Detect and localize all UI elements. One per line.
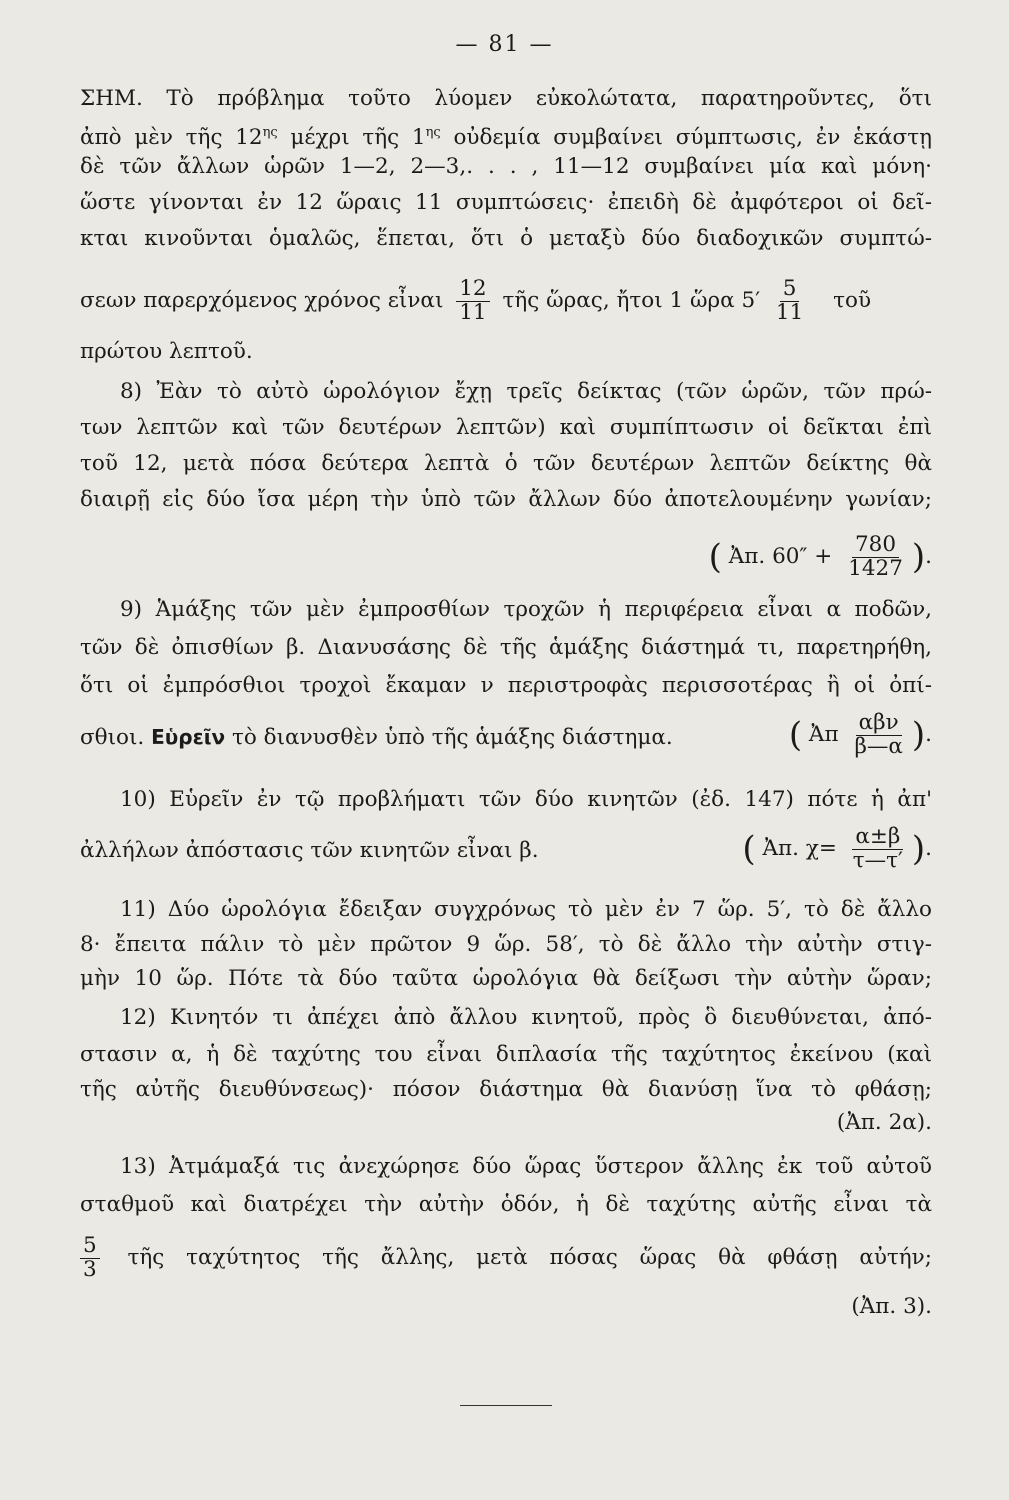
- paren-close: ): [911, 537, 926, 578]
- fraction-denominator: 3: [83, 1256, 97, 1282]
- problem-10-line: 10) Εὑρεῖν ἐν τῷ προβλήματι τῶν δύο κινητῶν (ἐδ. 147) πότε ἡ ἀπ': [120, 787, 932, 812]
- fraction-numerator: 12: [456, 278, 489, 302]
- answer-text: .: [925, 836, 932, 862]
- text-line: των λεπτῶν καὶ τῶν δευτέρων λεπτῶν) καὶ συμπίπτωσιν οἱ δεῖκται ἐπὶ: [80, 415, 932, 440]
- answer-9: [789, 712, 932, 758]
- text-fragment: τὸ διανυσθὲν ὑπὸ τῆς ἁμάξης διάστημα.: [232, 725, 673, 750]
- answer-text: Ἀπ. 60″ +: [728, 544, 833, 570]
- text-fragment: τῆς ὥρας, ἤτοι 1 ὥρα 5′: [502, 288, 761, 314]
- problem-12-line: 12) Κινητόν τι ἀπέχει ἀπὸ ἄλλου κινητοῦ, πρὸς ὃ διευθύνεται, ἀπό-: [120, 1005, 932, 1030]
- text-line: πρώτου λεπτοῦ.: [80, 339, 253, 364]
- ordinal-suffix: ης: [425, 125, 441, 140]
- answer-text: Ἀπ. χ=: [762, 836, 837, 862]
- paren-close: ): [911, 715, 926, 756]
- ordinal-suffix: ης: [262, 125, 278, 140]
- fraction: [850, 826, 906, 872]
- answer-12: (Ἀπ. 2α).: [836, 1110, 932, 1135]
- text-line: ὅτι οἱ ἐμπρόσθιοι τροχοὶ ἔκαμαν ν περιστροφὰς περισσοτέρας ἢ οἱ ὀπί-: [80, 673, 932, 698]
- fraction-numerator: α±β: [852, 826, 903, 850]
- text-fragment: οὐδεμία συμβαίνει σύμπτωσις, ἐν ἑκάστῃ: [440, 125, 932, 150]
- section-divider: [460, 1405, 552, 1406]
- text-line-with-fractions: [80, 278, 932, 324]
- problem-8-line: 8) Ἐὰν τὸ αὐτὸ ὡρολόγιον ἔχῃ τρεῖς δείκτας (τῶν ὡρῶν, τῶν πρώ-: [120, 379, 932, 404]
- text-line: μὴν 10 ὥρ. Πότε τὰ δύο ταῦτα ὡρολόγια θὰ δείξωσι τὴν αὐτὴν ὥραν;: [80, 966, 932, 991]
- text-line: [80, 118, 932, 153]
- text-line-with-answer: [80, 710, 932, 759]
- fraction: [773, 278, 806, 324]
- fraction-denominator: τ—τ′: [852, 847, 903, 873]
- answer-text: .: [925, 722, 932, 748]
- paren-open: (: [788, 715, 803, 756]
- text-line: σταθμοῦ καὶ διατρέχει τὴν αὐτὴν ὁδόν, ἡ δὲ ταχύτης αὐτῆς εἶναι τὰ: [80, 1192, 932, 1217]
- text-line: ΣΗΜ. Τὸ πρόβλημα τοῦτο λύομεν εὐκολώτατα, παρατηροῦντες, ὅτι: [80, 86, 932, 111]
- answer-13: (Ἀπ. 3).: [851, 1294, 932, 1319]
- paren-close: ): [911, 829, 926, 870]
- paren-open: (: [742, 829, 756, 870]
- text-line: δὲ τῶν ἄλλων ὡρῶν 1—2, 2—3,. . . , 11—12 συμβαίνει μία καὶ μόνη·: [80, 154, 932, 179]
- fraction-denominator: β—α: [854, 733, 903, 759]
- text-line: ὥστε γίνονται ἐν 12 ὥραις 11 συμπτώσεις· ἐπειδὴ δὲ ἀμφότεροι οἱ δεῖ-: [80, 190, 932, 215]
- text-fragment: ἀλλήλων ἀπόστασις τῶν κινητῶν εἶναι β.: [80, 838, 539, 863]
- answer-8: [80, 534, 932, 580]
- text-line: 8· ἔπειτα πάλιν τὸ μὲν πρῶτον 9 ὥρ. 58′, τὸ δὲ ἄλλο τὴν αὐτὴν στιγ-: [80, 932, 932, 957]
- text-fragment: ἀπὸ μὲν τῆς 12: [80, 125, 263, 150]
- text-line: κται κινοῦνται ὁμαλῶς, ἕπεται, ὅτι ὁ μεταξὺ δύο διαδοχικῶν συμπτώ-: [80, 226, 932, 251]
- fraction-denominator: 11: [459, 299, 487, 325]
- text-fragment: σεων παρερχόμενος χρόνος εἶναι: [80, 288, 444, 314]
- page-number: — 81 —: [455, 32, 554, 57]
- fraction-denominator: 11: [775, 299, 804, 325]
- problem-9-line: 9) Ἁμάξης τῶν μὲν ἐμπροσθίων τροχῶν ἡ περιφέρεια εἶναι α ποδῶν,: [120, 597, 932, 622]
- text-fragment: τοῦ: [833, 288, 872, 314]
- text-line: τῶν δὲ ὀπισθίων β. Διανυσάσης δὲ τῆς ἁμάξης διάστημά τι, παρετηρήθη,: [80, 635, 932, 660]
- fraction-numerator: 5: [80, 1235, 100, 1259]
- bold-text: Εὑρεῖν: [151, 725, 226, 749]
- answer-10: [742, 826, 932, 872]
- text-line: τῆς αὐτῆς διευθύνσεως)· πόσον διάστημα θὰ διανύσῃ ἵνα τὸ φθάσῃ;: [80, 1077, 932, 1102]
- fraction: [845, 534, 906, 580]
- fraction-numerator: αβν: [856, 712, 902, 736]
- paren-open: (: [708, 537, 722, 578]
- text-fragment: τῆς ταχύτητος τῆς ἄλλης, μετὰ πόσας ὥρας θὰ φθάσῃ αὐτήν;: [127, 1245, 932, 1271]
- text-fragment: σθιοι.: [80, 725, 145, 750]
- fraction: [851, 712, 905, 758]
- text-line: διαιρῇ εἰς δύο ἴσα μέρη τὴν ὑπὸ τῶν ἄλλων δύο ἀποτελουμένην γωνίαν;: [80, 487, 932, 512]
- answer-text: Ἀπ: [808, 722, 839, 748]
- problem-11-line: 11) Δύο ὡρολόγια ἔδειξαν συγχρόνως τὸ μὲν ἐν 7 ὥρ. 5′, τὸ δὲ ἄλλο: [120, 897, 932, 922]
- text-line: τοῦ 12, μετὰ πόσα δεύτερα λεπτὰ ὁ τῶν δευτέρων λεπτῶν δείκτης θὰ: [80, 451, 932, 476]
- text-line-with-fraction: [80, 1235, 932, 1281]
- fraction-numerator: 780: [852, 534, 899, 558]
- fraction: [456, 278, 489, 324]
- text-line-with-answer: [80, 824, 932, 873]
- problem-13-line: 13) Ἀτμάμαξά τις ἀνεχώρησε δύο ὥρας ὕστερον ἄλλης ἐκ τοῦ αὐτοῦ: [120, 1154, 932, 1179]
- fraction-denominator: 1427: [848, 555, 903, 581]
- text-line: στασιν α, ἡ δὲ ταχύτης του εἶναι διπλασία τῆς ταχύτητος ἐκείνου (καὶ: [80, 1042, 932, 1067]
- answer-text: .: [925, 544, 932, 570]
- fraction: [80, 1235, 100, 1281]
- text-fragment: μέχρι τῆς 1: [277, 125, 426, 150]
- fraction-numerator: 5: [780, 278, 800, 302]
